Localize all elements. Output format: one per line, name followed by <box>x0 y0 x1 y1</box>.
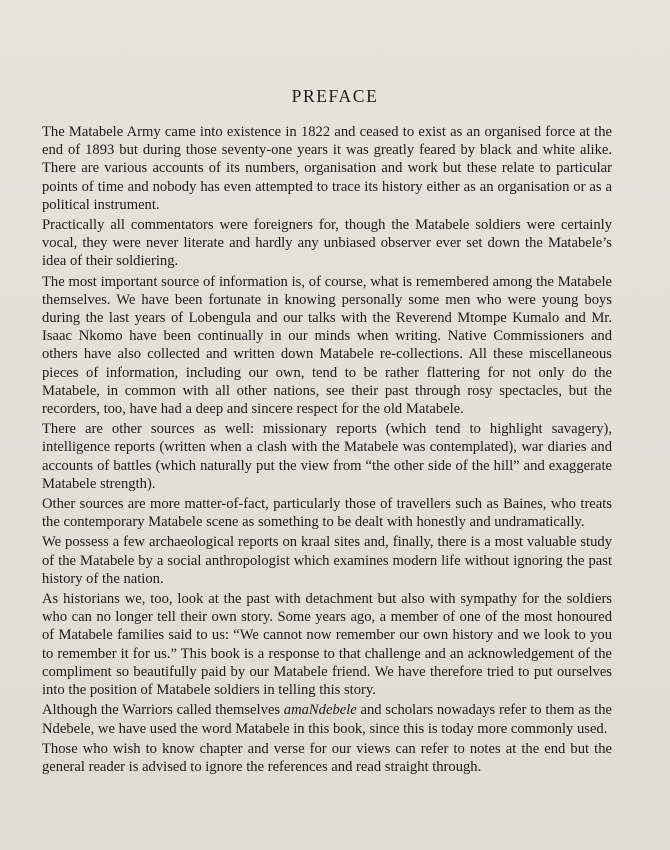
paragraph-9: Those who wish to know chapter and verse for our views can refer to notes at the end but the general reader is advised to ignore the references and read straight through. <box>42 740 612 775</box>
paragraph-3: The most important source of information is, of course, what is remembered among the Matabele themselves. We have been fortunate in knowing personally some men who were young boys during the last years of Lobengula and our talks with the Reverend Mtompe Kumalo and Mr. Isaac Nkomo have been continually in our minds when writing. Native Commissioners and others have also collected and written down Matabele re-collections. All these miscellaneous pieces of information, including our own, tend to be rather flattering for not only do the Matabele, in common with all other nations, see their past through rosy spectacles, but the recorders, too, have had a deep and sincere respect for the old Matabele. <box>42 273 612 418</box>
paragraph-7: As historians we, too, look at the past with detachment but also with sympathy for the soldiers who can no longer tell their own story. Some years ago, a member of one of the most honoured of Matabele families said to us: “We cannot now remember our own history and we look to you to remember it for us.” This book is a response to that challenge and an acknowledgement of the compliment so beautifully paid by our Matabele friend. We have therefore tried to put ourselves into the position of Matabele soldiers in telling this story. <box>42 591 612 699</box>
paragraph-1: The Matabele Army came into existence in 1822 and ceased to exist as an organised force at the end of 1893 but during those seventy-one years it was greatly feared by black and white alike. There are various accounts of its numbers, organisation and work but these relate to particular points of time and nobody has even attempted to trace its history either as an organisation or as a political instrument. <box>42 124 612 213</box>
paragraph-4: There are other sources as well: missionary reports (which tend to highlight savagery), intelligence reports (written when a clash with the Matabele was contemplated), war diaries and accounts of battles (which naturally put the view from “the other side of the hill” and exaggerate Matabele strength). <box>42 421 612 492</box>
paragraph-8-italic-term: amaNdebele <box>283 702 357 719</box>
paragraph-2: Practically all commentators were foreigners for, though the Matabele soldiers were certainly vocal, they were never literate and hardly any unbiased observer ever set down the Matabele’s idea of their soldiering. <box>42 217 612 270</box>
paragraph-6: We possess a few archaeological reports on kraal sites and, finally, there is a most valuable study of the Matabele by a social anthropologist which examines modern life without ignoring the past history of the nation. <box>42 534 612 587</box>
paragraph-8-before: Although the Warriors called themselves <box>42 702 284 719</box>
preface-body <box>42 123 612 776</box>
paragraph-8-after: and scholars nowadays refer to them as the Ndebele, we have used the word Matabele in this book, since this is today more commonly used. <box>42 702 612 737</box>
page-title: PREFACE <box>291 86 379 106</box>
paragraph-8 <box>42 701 612 737</box>
paragraph-5: Other sources are more matter-of-fact, particularly those of travellers such as Baines, who treats the contemporary Matabele scene as something to be dealt with honestly and undramatically. <box>42 496 612 531</box>
